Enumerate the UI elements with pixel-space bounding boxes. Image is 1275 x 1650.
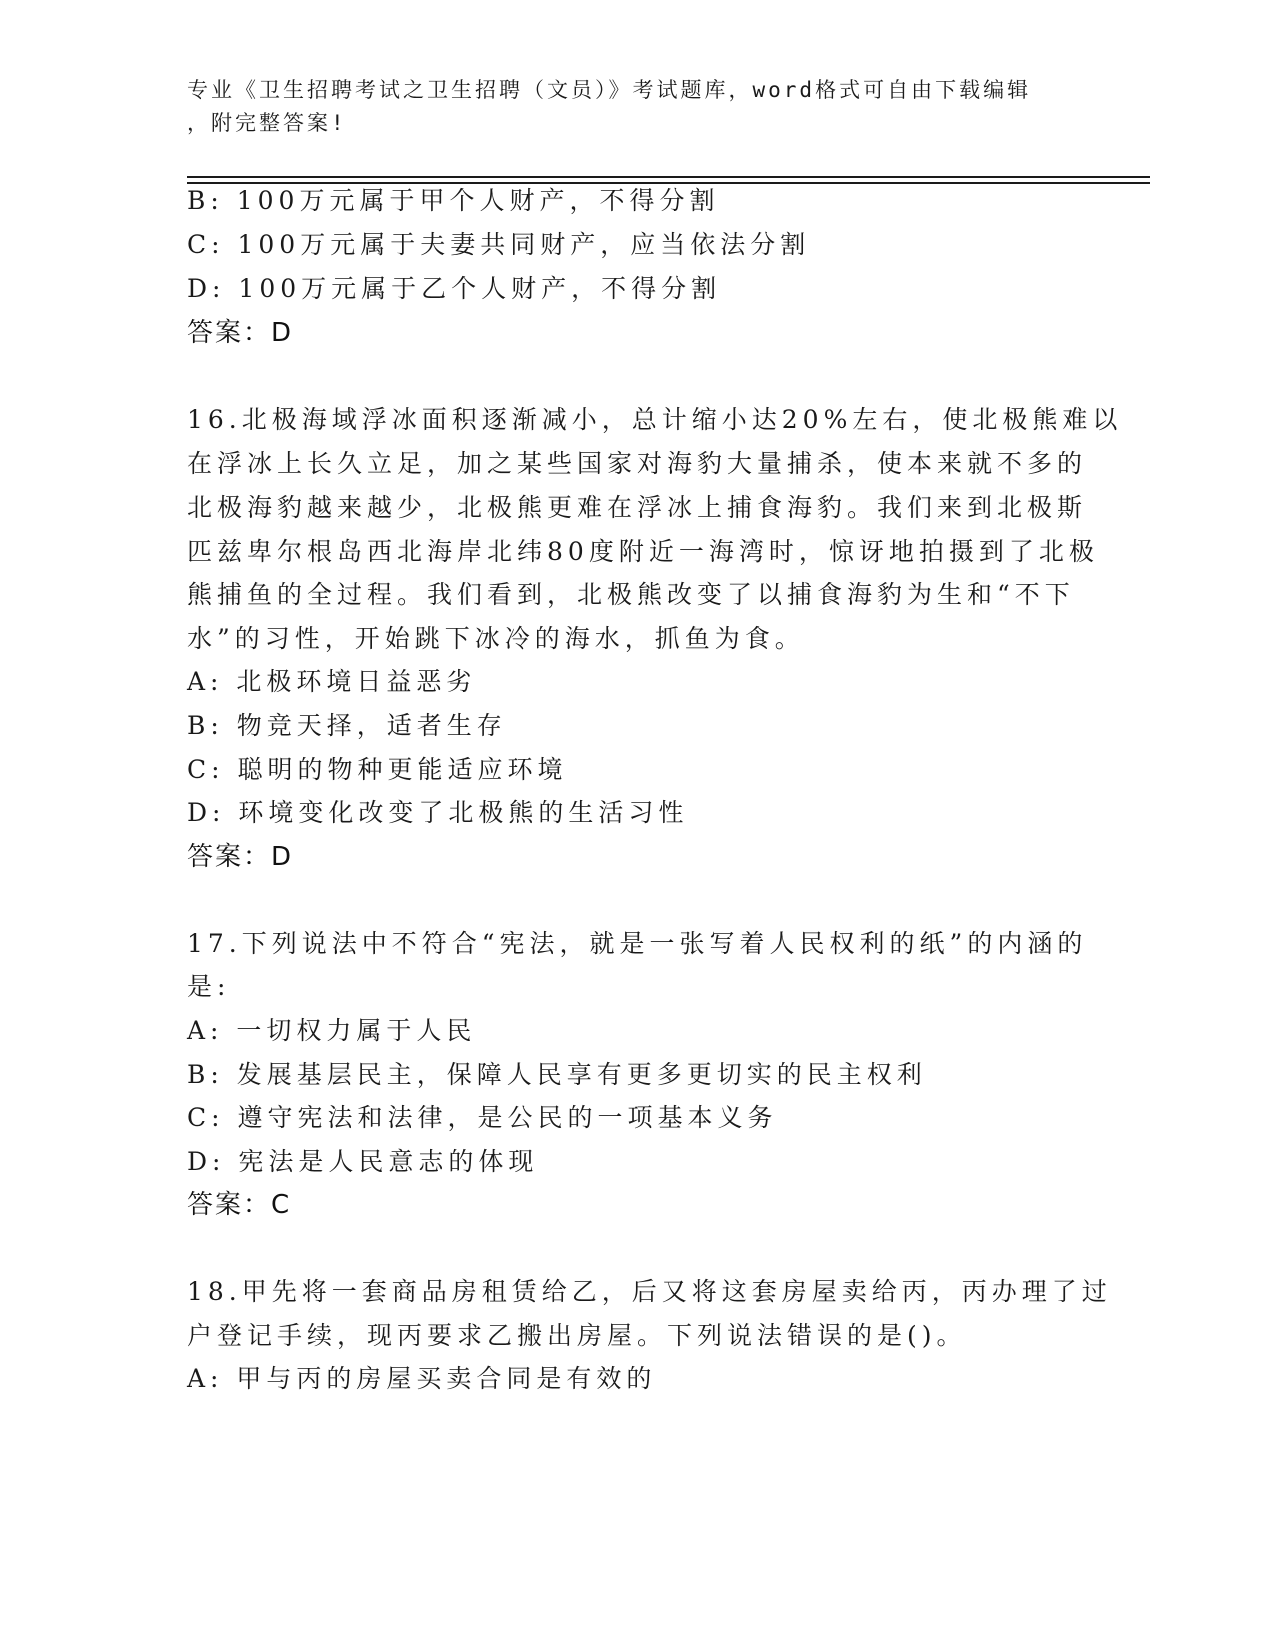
q16-option-a: A: 北极环境日益恶劣 xyxy=(187,667,477,696)
q15-option-d: D: 100万元属于乙个人财产，不得分割 xyxy=(187,274,722,303)
header-line-2: ，附完整答案! xyxy=(187,111,347,135)
q18-option-a: A: 甲与丙的房屋买卖合同是有效的 xyxy=(187,1364,657,1393)
q17-stem-line: 17.下列说法中不符合“宪法，就是一张写着人民权利的纸”的内涵的 xyxy=(187,929,1088,958)
q16-stem-line: 在浮冰上长久立足，加之某些国家对海豹大量捕杀，使本来就不多的 xyxy=(187,449,1088,478)
q17-option-b: B: 发展基层民主，保障人民享有更多更切实的民主权利 xyxy=(187,1060,927,1089)
q17-option-d: D: 宪法是人民意志的体现 xyxy=(187,1147,539,1176)
q16-stem-line: 北极海豹越来越少，北极熊更难在浮冰上捕食海豹。我们来到北极斯 xyxy=(187,493,1088,522)
q17-stem-line: 是: xyxy=(187,972,231,1001)
header-note xyxy=(187,74,1067,140)
q15-option-c: C: 100万元属于夫妻共同财产，应当依法分割 xyxy=(187,230,811,259)
q17-answer: 答案：C xyxy=(187,1190,292,1220)
q16-option-d: D: 环境变化改变了北极熊的生活习性 xyxy=(187,798,689,827)
q16-stem-line: 熊捕鱼的全过程。我们看到，北极熊改变了以捕食海豹为生和“不下 xyxy=(187,580,1075,609)
q16-answer: 答案：D xyxy=(187,842,294,872)
header-divider-bottom xyxy=(187,182,1150,184)
q16-stem-line: 匹兹卑尔根岛西北海岸北纬80度附近一海湾时，惊讶地拍摄到了北极 xyxy=(187,537,1099,566)
q15-option-b: B: 100万元属于甲个人财产，不得分割 xyxy=(187,186,720,215)
q16-option-c: C: 聪明的物种更能适应环境 xyxy=(187,755,568,784)
q17-option-a: A: 一切权力属于人民 xyxy=(187,1016,477,1045)
header-divider-top xyxy=(187,176,1150,178)
q17-option-c: C: 遵守宪法和法律，是公民的一项基本义务 xyxy=(187,1103,778,1132)
q16-stem-line: 16.北极海域浮冰面积逐渐减小，总计缩小达20%左右，使北极熊难以 xyxy=(187,405,1123,434)
q18-stem-line: 18.甲先将一套商品房租赁给乙，后又将这套房屋卖给丙，丙办理了过 xyxy=(187,1277,1112,1306)
header-line-1: 专业《卫生招聘考试之卫生招聘（文员）》考试题库，word格式可自由下载编辑 xyxy=(187,78,1032,102)
q15-answer: 答案：D xyxy=(187,318,294,348)
q18-stem-line: 户登记手续，现丙要求乙搬出房屋。下列说法错误的是()。 xyxy=(187,1321,967,1350)
q16-option-b: B: 物竞天择，适者生存 xyxy=(187,711,507,740)
q16-stem-line: 水”的习性，开始跳下冰冷的海水，抓鱼为食。 xyxy=(187,624,805,653)
